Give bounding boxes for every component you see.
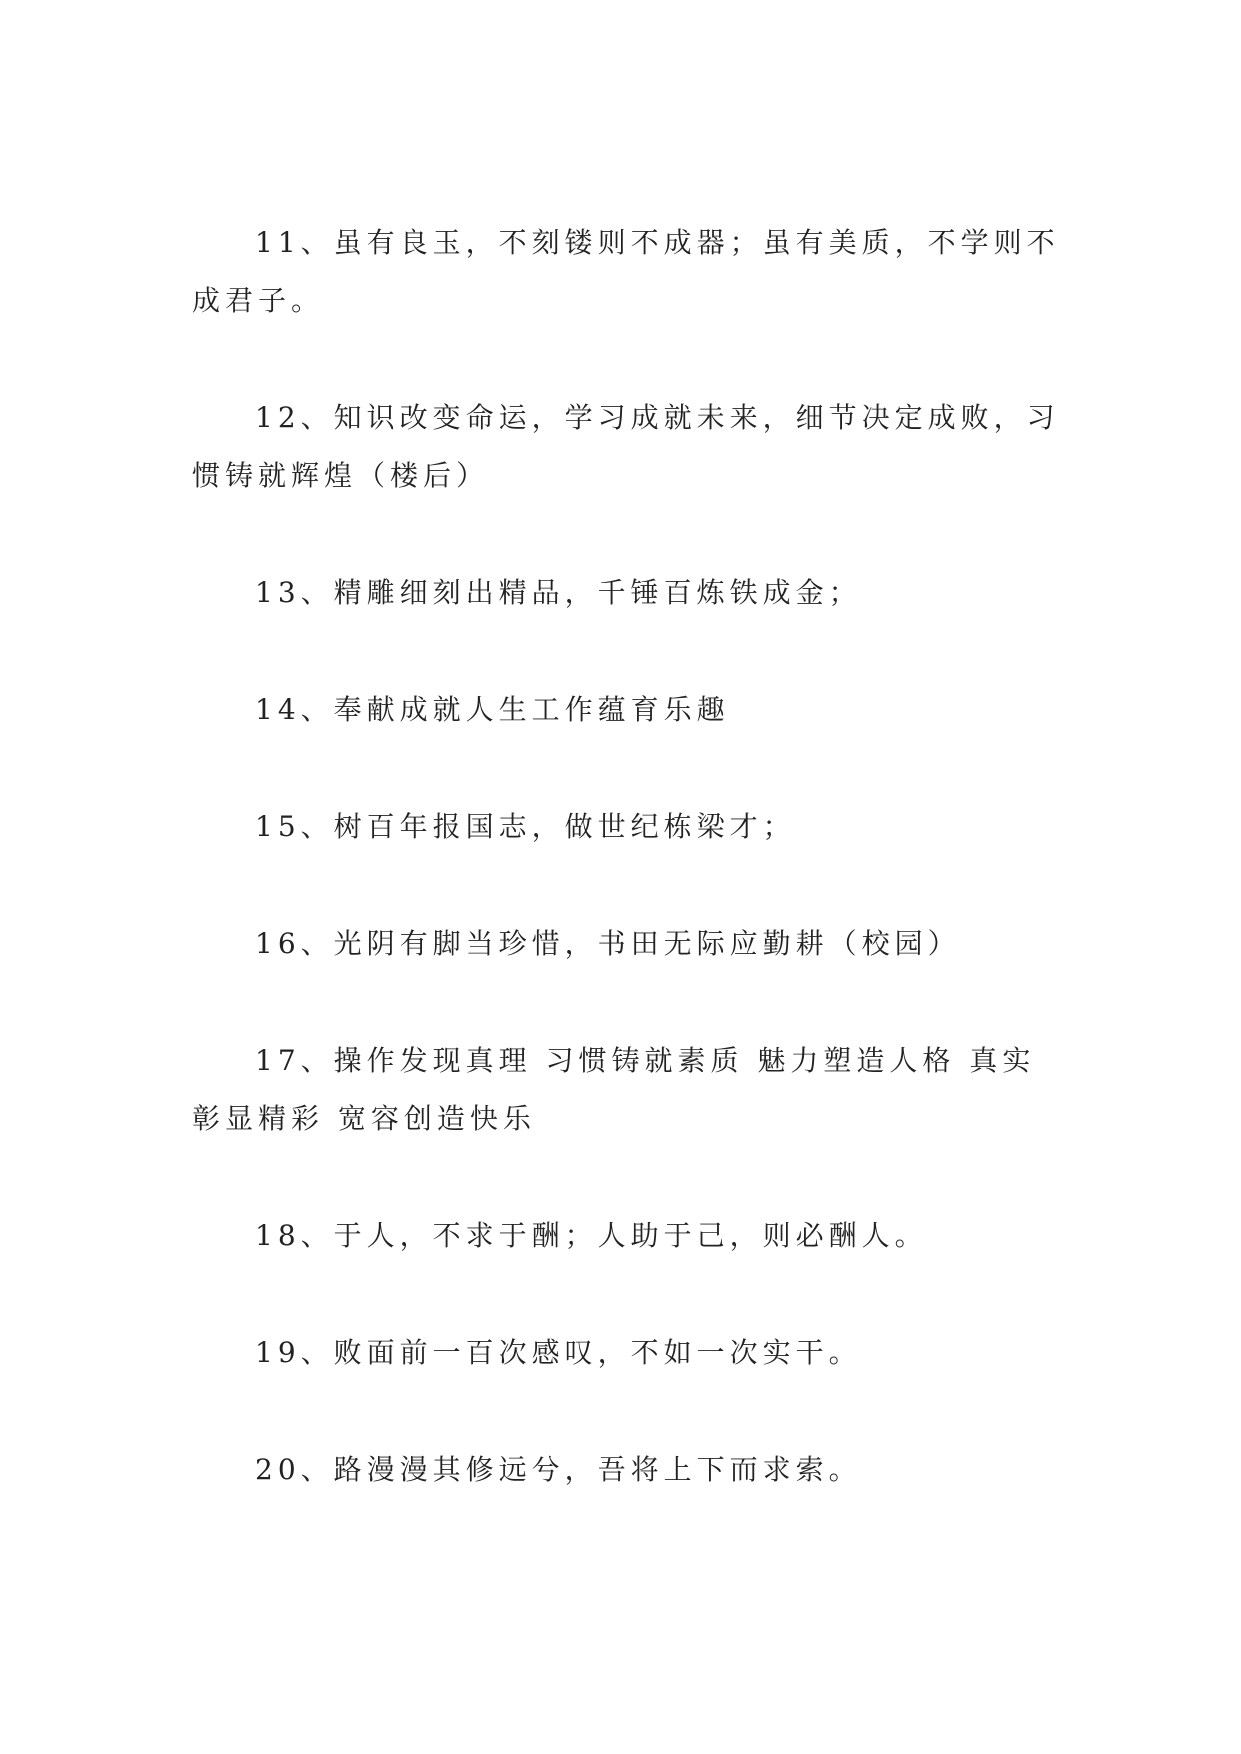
paragraph-14 [192, 681, 1072, 739]
text-line: 惯铸就辉煌（楼后） [192, 459, 490, 492]
text-line: 18、于人，不求于酬；人助于己，则必酬人。 [255, 1219, 928, 1252]
text-line: 彰显精彩 宽容创造快乐 [192, 1102, 536, 1135]
paragraph-16 [192, 915, 1072, 973]
text-line: 12、知识改变命运，学习成就未来，细节决定成败，习 [255, 401, 1060, 434]
text-line: 19、败面前一百次感叹，不如一次实干。 [255, 1336, 862, 1369]
text-line: 15、树百年报国志，做世纪栋梁才； [255, 810, 796, 843]
paragraph-19 [192, 1324, 1072, 1382]
paragraph-18 [192, 1207, 1072, 1265]
text-line: 11、虽有良玉，不刻镂则不成器；虽有美质，不学则不 [255, 226, 1060, 259]
text-line: 16、光阴有脚当珍惜，书田无际应勤耕（校园） [255, 927, 961, 960]
paragraph-11 [192, 214, 1072, 330]
text-line: 14、奉献成就人生工作蕴育乐趣 [255, 693, 730, 726]
text-line: 17、操作发现真理 习惯铸就素质 魅力塑造人格 真实 [255, 1044, 1036, 1077]
text-line: 20、路漫漫其修远兮，吾将上下而求索。 [255, 1453, 862, 1486]
paragraph-20 [192, 1441, 1072, 1499]
paragraph-15 [192, 798, 1072, 856]
paragraph-17 [192, 1032, 1072, 1148]
document-body [192, 214, 1072, 1558]
paragraph-12 [192, 389, 1072, 505]
text-line: 成君子。 [192, 284, 325, 317]
text-line: 13、精雕细刻出精品，千锤百炼铁成金； [255, 576, 862, 609]
paragraph-13 [192, 564, 1072, 622]
